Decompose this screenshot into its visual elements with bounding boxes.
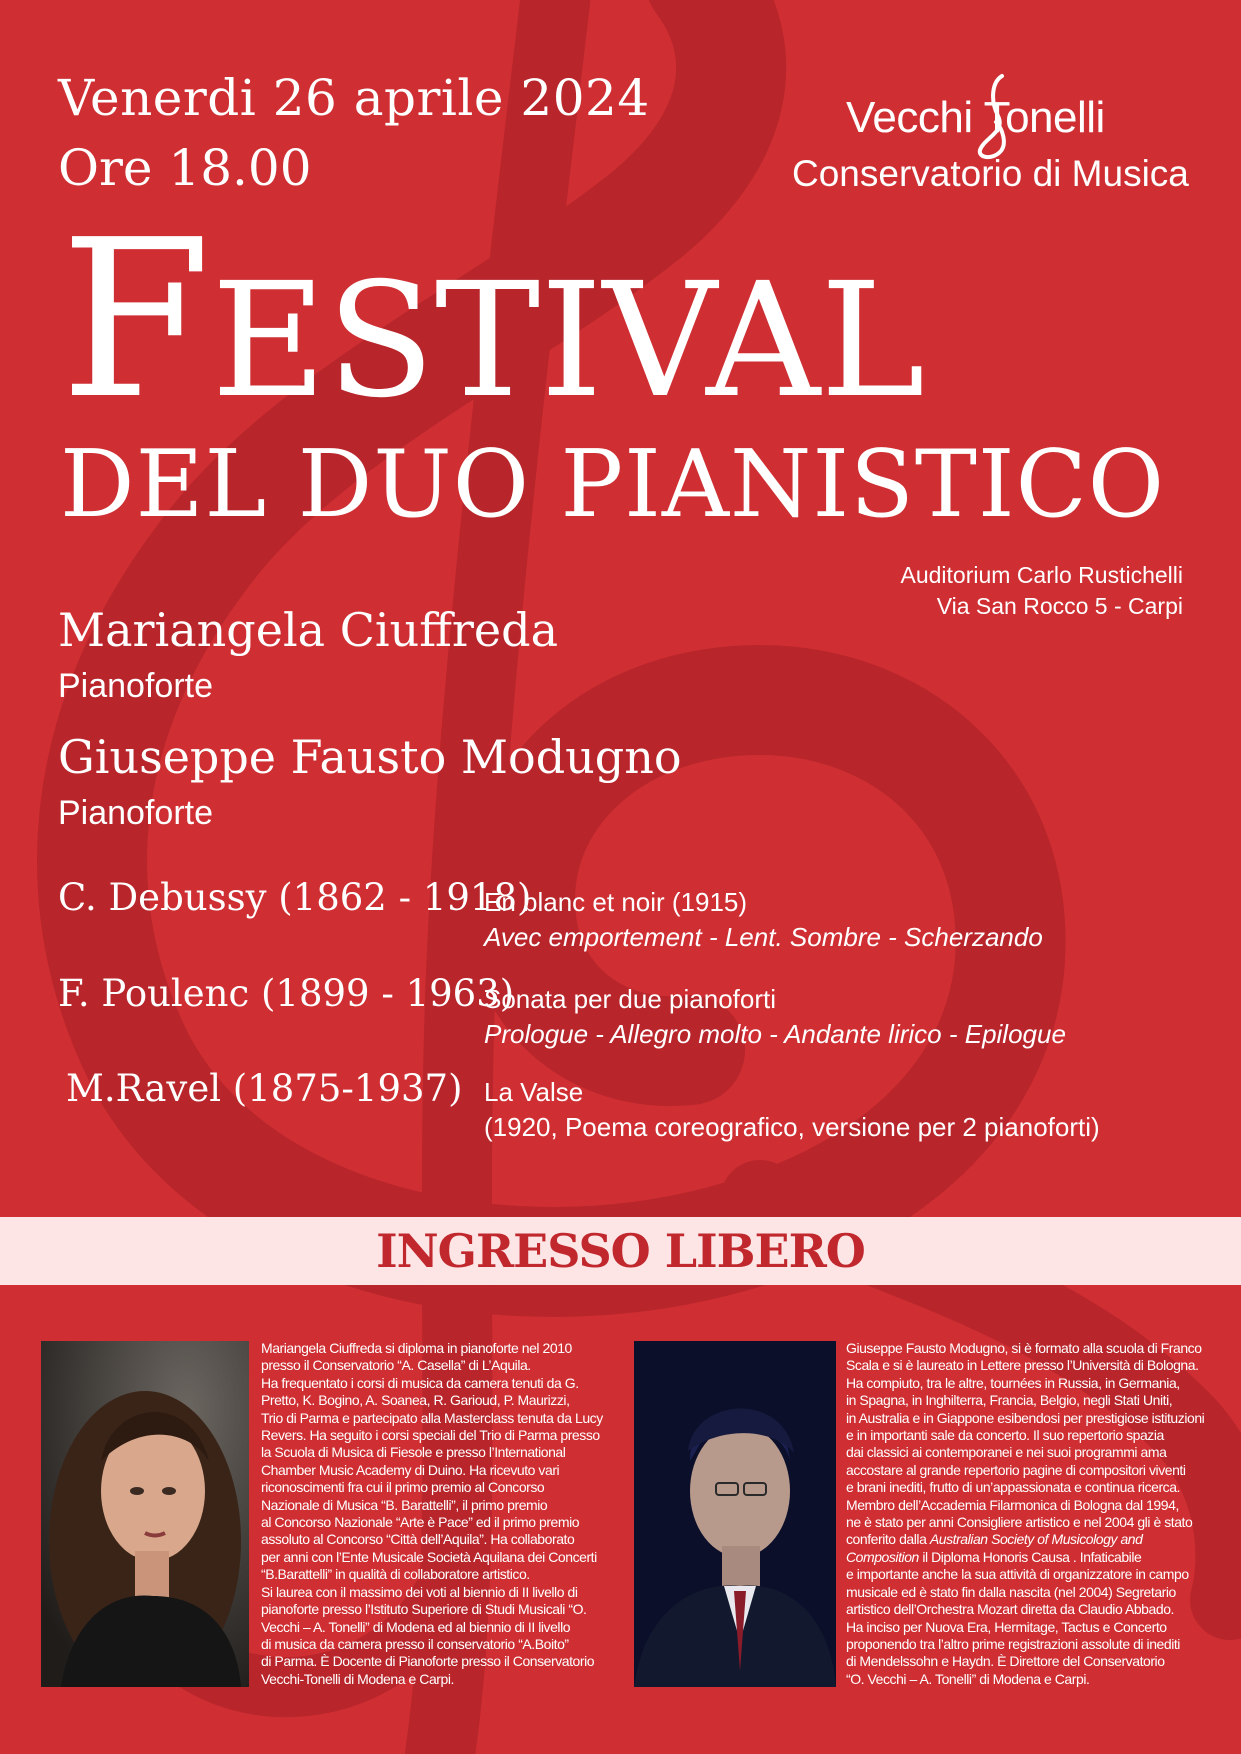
- free-entry-text: INGRESSO LIBERO: [376, 1224, 865, 1278]
- performer-instrument: Pianoforte: [58, 667, 213, 705]
- bio-line: in Spagna, in Inghilterra, Francia, Belgio, negli Stati Uniti,: [846, 1392, 1173, 1409]
- bio-line: e in importanti sale da concerto. Il suo repertorio spazia: [846, 1427, 1164, 1444]
- bio-line: Giuseppe Fausto Modugno, si è formato alla scuola di Franco: [846, 1340, 1202, 1356]
- bio-line: presso il Conservatorio “A. Casella” di L’Aquila.: [261, 1357, 531, 1374]
- bio-italic-text: Composition: [846, 1548, 919, 1565]
- event-time: Ore 18.00: [58, 139, 312, 197]
- program-piece: La Valse: [484, 1077, 584, 1107]
- bio-italic-text: Australian Society of Musicology and: [929, 1531, 1143, 1548]
- bio-line: Pretto, K. Bogino, A. Soanea, R. Garioud, P. Maurizzi,: [261, 1392, 570, 1409]
- festival-title-rest: ESTIVAL: [211, 249, 926, 433]
- bio-line: Ha inciso per Nuova Era, Hermitage, Tactus e Concerto: [846, 1618, 1167, 1635]
- festival-subtitle: DEL DUO PIANISTICO: [60, 430, 1165, 538]
- bio-line: Composition il Diploma Honoris Causa . Infaticabile: [846, 1548, 1142, 1565]
- bio-line: conferito dalla Australian Society of Musicology and: [846, 1531, 1143, 1548]
- bio-line: artistico dell’Orchestra Mozart diretta da Claudio Abbado.: [846, 1601, 1174, 1618]
- program-piece: Sonata per due pianoforti: [484, 984, 776, 1014]
- bio-line: Vecchi – A. Tonelli” di Modena ed al biennio di II livello: [261, 1618, 571, 1635]
- performer-photo-ciuffreda: [41, 1341, 249, 1687]
- bio-line: ne è stato per anni Consigliere artistico e nel 2004 gli è stato: [846, 1514, 1193, 1531]
- bio-line: in Australia e in Giappone esibendosi per prestigiose istituzioni: [846, 1409, 1205, 1426]
- bio-line: Mariangela Ciuffreda si diploma in pianoforte nel 2010: [261, 1340, 572, 1356]
- portrait-man-image: [634, 1341, 836, 1687]
- program-composer: F. Poulenc (1899 - 1963): [58, 972, 515, 1015]
- performer-name: Giuseppe Fausto Modugno: [58, 730, 682, 784]
- bio-line: di musica da camera presso il conservatorio “A.Boito”: [261, 1635, 569, 1652]
- bio-line: riconoscimenti fra cui il primo premio al Concorso: [261, 1479, 545, 1496]
- bio-line: e importante anche la sua attività di organizzatore in campo: [846, 1566, 1189, 1583]
- bio-line: “B.Barattelli” in qualità di collaboratore artistico.: [261, 1566, 530, 1583]
- venue-block: [901, 560, 1184, 622]
- bio-line: Revers. Ha seguito i corsi speciali del Trio di Parma presso: [261, 1427, 600, 1444]
- festival-title-initial: F: [60, 194, 212, 447]
- program-composer: M.Ravel (1875-1937): [66, 1067, 463, 1110]
- bio-line: dai classici ai contemporanei e nei suoi programmi ama: [846, 1444, 1167, 1461]
- venue-address: Via San Rocco 5 - Carpi: [936, 593, 1183, 619]
- bio-line: Vecchi-Tonelli di Modena e Carpi.: [261, 1670, 454, 1687]
- logo-name: Vecchi Tonelli: [846, 93, 1105, 142]
- program-composer: C. Debussy (1862 - 1918): [58, 876, 532, 919]
- bio-line: e brani inediti, frutto di un’appassionata e continua ricerca.: [846, 1479, 1180, 1496]
- bio-ciuffreda: [261, 1340, 603, 1688]
- program-piece: En blanc et noir (1915): [484, 887, 748, 917]
- program-movements: (1920, Poema coreografico, versione per 2 pianoforti): [484, 1112, 1100, 1142]
- bio-line: Membro dell’Accademia Filarmonica di Bologna dal 1994,: [846, 1496, 1179, 1513]
- bio-line: pianoforte presso l’Istituto Superiore di Studi Musicali “O.: [261, 1601, 587, 1618]
- bio-line: Ha compiuto, tra le altre, tournées in Russia, in Germania,: [846, 1374, 1180, 1391]
- bio-line: Scala e si è laureato in Lettere presso l’Università di Bologna.: [846, 1357, 1199, 1374]
- bio-line: musicale ed è stato fin dalla nascita (nel 2004) Segretario: [846, 1583, 1176, 1600]
- performer-instrument: Pianoforte: [58, 794, 213, 832]
- event-date: Venerdi 26 aprile 2024: [58, 69, 650, 127]
- bio-line: al Concorso Nazionale “Arte è Pace” ed il primo premio: [261, 1514, 580, 1531]
- bio-line: Ha frequentato i corsi di musica da camera tenuti da G.: [261, 1374, 579, 1391]
- festival-title: [60, 194, 926, 447]
- program-movements: Prologue - Allegro molto - Andante lirico - Epilogue: [484, 1019, 1066, 1049]
- bio-modugno: [846, 1340, 1204, 1688]
- bio-line: Nazionale di Musica “B. Barattelli”, il primo premio: [261, 1496, 548, 1513]
- bio-line: per anni con l’Ente Musicale Società Aquilana dei Concerti: [261, 1548, 597, 1565]
- program-movements: Avec emportement - Lent. Sombre - Scherzando: [484, 922, 1043, 952]
- clef-logo-icon: [972, 72, 1020, 162]
- logo-subtitle: Conservatorio di Musica: [792, 153, 1189, 194]
- portrait-woman-image: [41, 1341, 249, 1687]
- bio-line: Trio di Parma e partecipato alla Masterclass tenuta da Lucy: [261, 1409, 603, 1426]
- performer-name: Mariangela Ciuffreda: [58, 603, 559, 657]
- bio-line: accostare al grande repertorio pagine di compositori viventi: [846, 1461, 1186, 1478]
- bio-line: “O. Vecchi – A. Tonelli” di Modena e Carpi.: [846, 1670, 1090, 1687]
- bio-line: di Mendelssohn e Haydn. È Direttore del Conservatorio: [846, 1653, 1165, 1670]
- bio-line: di Parma. È Docente di Pianoforte presso il Conservatorio: [261, 1653, 595, 1670]
- performer-photo-modugno: [634, 1341, 836, 1687]
- bio-line: Si laurea con il massimo dei voti al biennio di II livello di: [261, 1583, 578, 1600]
- bio-line: Chamber Music Academy di Duino. Ha ricevuto vari: [261, 1461, 560, 1478]
- bio-line: proponendo tra l’altro prime registrazioni assolute di inediti: [846, 1635, 1180, 1652]
- bio-line: assoluto al Concorso “Città dell’Aquila”. Ha collaborato: [261, 1531, 575, 1548]
- venue-name: Auditorium Carlo Rustichelli: [900, 562, 1183, 588]
- bio-line: la Scuola di Musica di Fiesole e presso l’International: [261, 1444, 566, 1461]
